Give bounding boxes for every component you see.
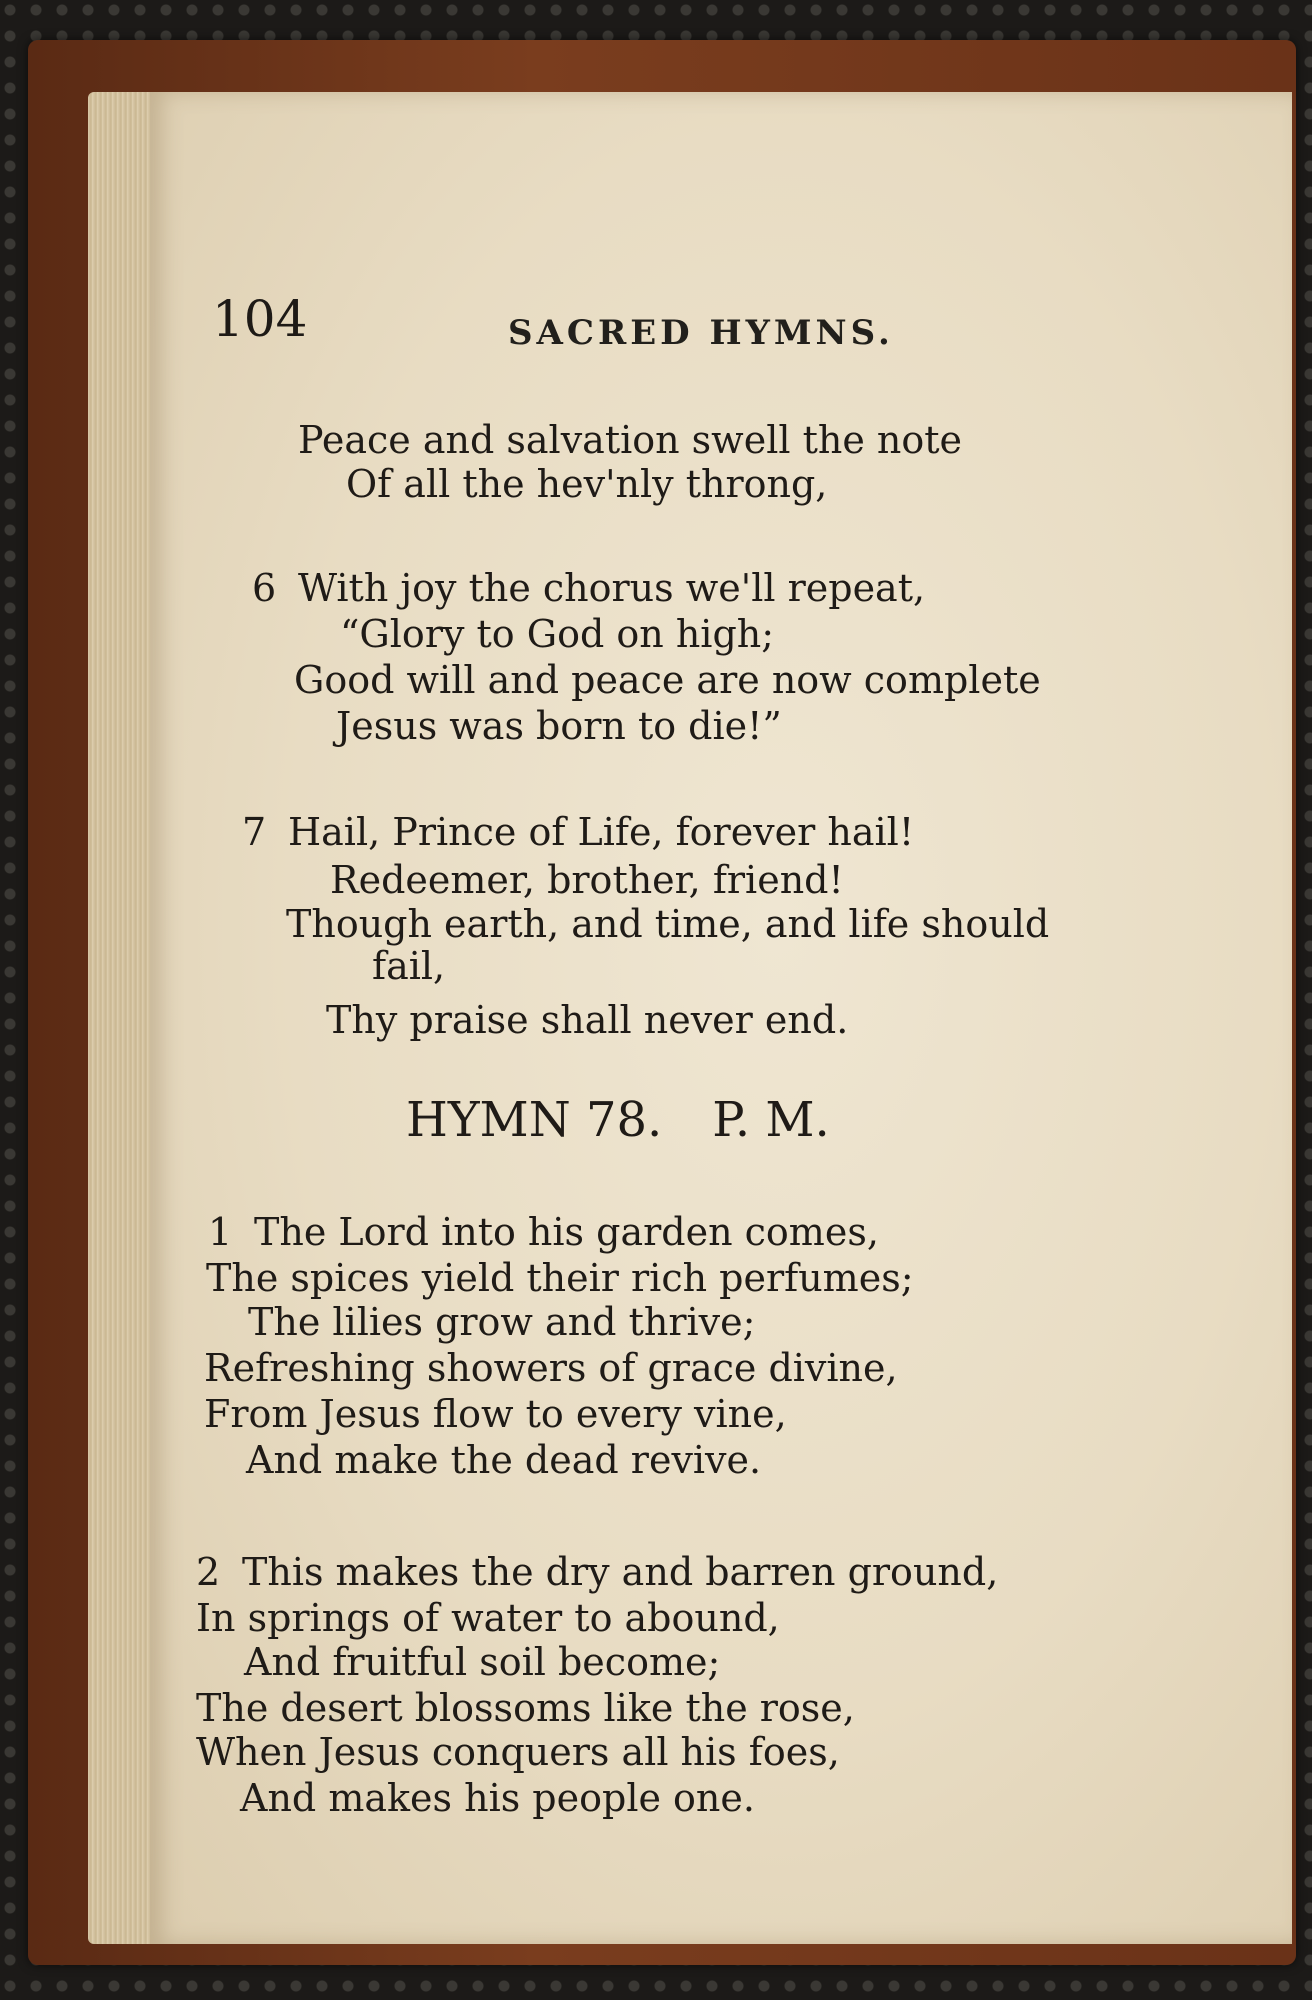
carryover-line-2: Of all the hev'nly throng,: [346, 462, 828, 506]
page-number: 104: [212, 290, 308, 348]
hymn-verse-2-line-6: And makes his people one.: [240, 1776, 755, 1820]
verse-line-text: This makes the dry and barren ground,: [242, 1550, 999, 1594]
verse-7-line-5: Thy praise shall never end.: [326, 998, 849, 1042]
hymn-verse-1-line-6: And make the dead revive.: [246, 1438, 762, 1482]
verse-number: 7: [242, 810, 267, 854]
verse-7-line-3: Though earth, and time, and life should: [286, 902, 1050, 946]
hymn-verse-2-line-2: In springs of water to abound,: [196, 1596, 780, 1640]
hymn-heading: [406, 1092, 830, 1148]
verse-line-text: The Lord into his garden comes,: [254, 1210, 879, 1254]
verse-7-line-1: [242, 810, 914, 854]
verse-number: 6: [252, 566, 277, 610]
verse-line-text: Hail, Prince of Life, forever hail!: [288, 810, 915, 854]
verse-6-line-1: [252, 566, 925, 610]
hymn-verse-2-line-1: [196, 1550, 998, 1594]
hymn-title: HYMN 78.: [406, 1092, 663, 1148]
verse-number: 2: [196, 1550, 221, 1594]
hymn-verse-2-line-4: The desert blossoms like the rose,: [196, 1686, 855, 1730]
verse-7-line-2: Redeemer, brother, friend!: [330, 858, 844, 902]
hymn-meter: P. M.: [712, 1092, 830, 1148]
verse-6-line-4: Jesus was born to die!”: [336, 704, 782, 748]
hymn-verse-2-line-3: And fruitful soil become;: [244, 1640, 721, 1684]
carryover-line-1: Peace and salvation swell the note: [298, 418, 962, 462]
hymn-verse-2-line-5: When Jesus conquers all his foes,: [196, 1730, 840, 1774]
verse-6-line-3: Good will and peace are now complete: [294, 658, 1041, 702]
verse-number: 1: [208, 1210, 233, 1254]
running-header: SACRED HYMNS.: [508, 313, 894, 353]
hymn-verse-1-line-5: From Jesus flow to every vine,: [204, 1392, 787, 1436]
verse-6-line-2: “Glory to God on high;: [340, 612, 775, 656]
hymn-verse-1-line-4: Refreshing showers of grace divine,: [204, 1346, 898, 1390]
hymn-verse-1-line-2: The spices yield their rich perfumes;: [206, 1256, 914, 1300]
hymn-verse-1-line-3: The lilies grow and thrive;: [248, 1300, 756, 1344]
verse-7-line-4: fail,: [372, 944, 446, 988]
hymn-verse-1-line-1: [208, 1210, 879, 1254]
verse-line-text: With joy the chorus we'll repeat,: [298, 566, 926, 610]
